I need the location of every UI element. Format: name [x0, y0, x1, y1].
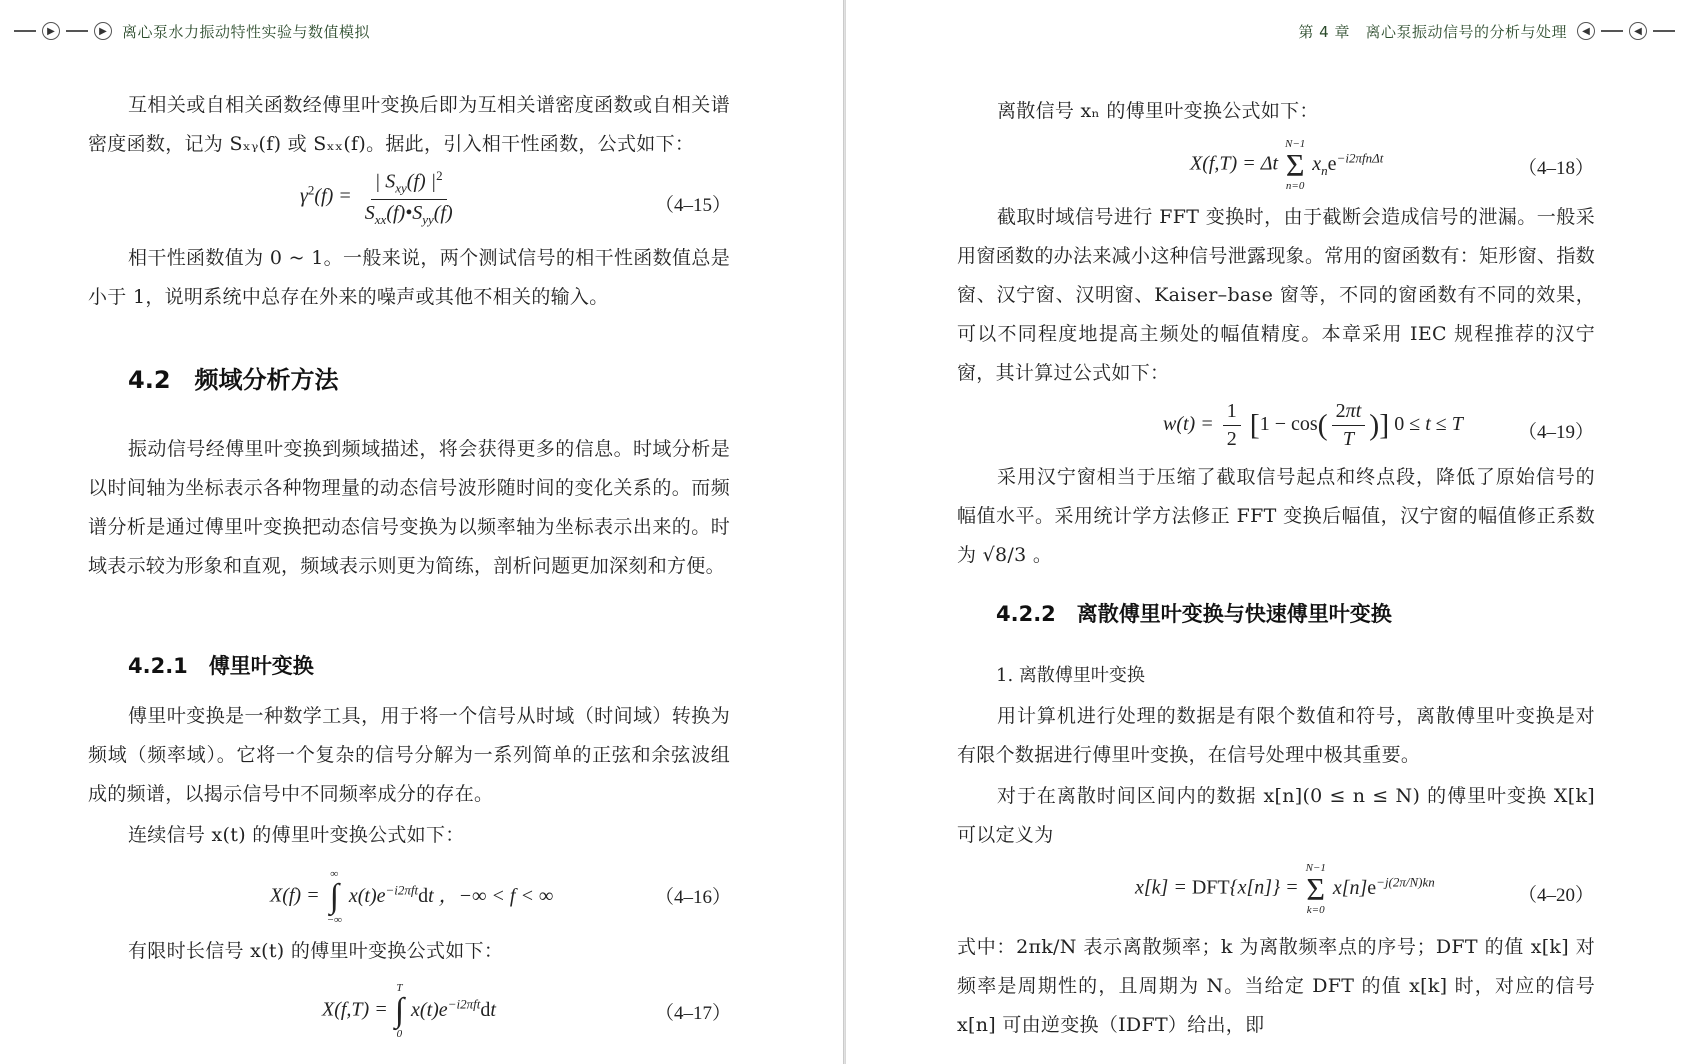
left-paragraph-2: 相干性函数值为 0 ~ 1。一般来说，两个测试信号的相干性函数值总是小于 1，说明系统中总存在外来的噪声或其他不相关的输入。	[88, 247, 730, 308]
header-ornament-icon: ▶ ▶	[14, 22, 112, 40]
equation-4-15-number: （4–15）	[655, 195, 732, 216]
equation-4-19-number: （4–19）	[1518, 422, 1595, 443]
equation-4-18-number: （4–18）	[1518, 158, 1595, 179]
left-paragraph-4: 傅里叶变换是一种数学工具，用于将一个信号从时域（时间域）转换为频域（频率域）。它将一个复杂的信号分解为一系列简单的正弦和余弦波组成的频谱，以揭示信号中不同频率成分的存在。	[88, 705, 730, 805]
equation-4-19: w(t) = $\frac{1}{2}$ [1 − cos( $\frac{2\pi t}{T}$ )] 0 ≤ t ≤ T	[1163, 400, 1463, 450]
equation-4-17: X(f,T) = T ∫ 0 $x(t)e^{-i2\pi ft}dt$	[322, 982, 496, 1040]
section-heading-4-2: 4.2 频域分析方法	[128, 366, 339, 394]
right-running-header	[1288, 16, 1675, 46]
equation-4-18: X(f,T) = Δt N−1 Σ n=0 $x_ne^{-i2\pi fn\Delta t}$	[1190, 138, 1384, 192]
right-paragraph-2: 截取时域信号进行 FFT 变换时，由于截断会造成信号的泄漏。一般采用窗函数的办法来减小这种信号泄露现象。常用的窗函数有：矩形窗、指数窗、汉宁窗、汉明窗、Kaiser–base 窗等，不同的窗函数有不同的效果，可以不同程度地提高主频处的幅值精度。本章采用 IEC 规程推荐的汉宁窗，其计算过公式如下：	[957, 206, 1595, 384]
right-paragraph-1: 离散信号 xₙ 的傅里叶变换公式如下：	[997, 100, 1319, 122]
equation-4-17-number: （4–17）	[655, 1003, 732, 1024]
right-paragraph-3: 采用汉宁窗相当于压缩了截取信号起点和终点段，降低了原始信号的幅值水平。采用统计学方法修正 FFT 变换后幅值，汉宁窗的幅值修正系数为 √8/3 。	[957, 466, 1595, 566]
right-header-title: 第 4 章 离心泵振动信号的分析与处理	[1298, 22, 1567, 41]
left-page	[0, 0, 843, 1064]
right-paragraph-5: 对于在离散时间区间内的数据 x[n](0 ≤ n ≤ N) 的傅里叶变换 X[k] 可以定义为	[957, 785, 1595, 846]
subsection-heading-1: 1. 离散傅里叶变换	[996, 665, 1145, 686]
section-heading-4-2-2: 4.2.2 离散傅里叶变换与快速傅里叶变换	[996, 602, 1392, 626]
left-header-title: 离心泵水力振动特性实验与数值模拟	[122, 22, 371, 41]
equation-4-20-number: （4–20）	[1518, 885, 1595, 906]
left-paragraph-5: 连续信号 x(t) 的傅里叶变换公式如下：	[128, 824, 465, 846]
equation-4-16-number: （4–16）	[655, 887, 732, 908]
left-paragraph-6: 有限时长信号 x(t) 的傅里叶变换公式如下：	[128, 940, 504, 962]
right-paragraph-4: 用计算机进行处理的数据是有限个数值和符号，离散傅里叶变换是对有限个数据进行傅里叶变换，在信号处理中极其重要。	[957, 705, 1595, 766]
right-paragraph-6: 式中：2πk/N 表示离散频率；k 为离散频率点的序号；DFT 的值 x[k] 对频率是周期性的，且周期为 N。当给定 DFT 的值 x[k] 时，对应的信号 x[n] 可由逆变换（IDFT）给出，即	[957, 936, 1595, 1036]
left-paragraph-3: 振动信号经傅里叶变换到频域描述，将会获得更多的信息。时域分析是以时间轴为坐标表示各种物理量的动态信号波形随时间的变化关系的。而频谱分析是通过傅里叶变换把动态信号变换为以频率轴为坐标表示出来的。时域表示较为形象和直观，频域表示则更为简练，剖析问题更加深刻和方便。	[88, 438, 730, 577]
left-paragraph-1: 互相关或自相关函数经傅里叶变换后即为互相关谱密度函数或自相关谱密度函数，记为 Sₓᵧ(f) 或 Sₓₓ(f)。据此，引入相干性函数，公式如下：	[88, 94, 730, 155]
equation-4-16: X(f) = ∞ ∫ −∞ $x(t)e^{-i2\pi ft}dt$ ，−∞ < f < ∞	[270, 868, 554, 926]
equation-4-20: x[k] = DFT{x[n]} = N−1 Σ k=0 $x[n]e^{-j(2\pi/N)kn}$	[1135, 862, 1435, 916]
left-running-header	[14, 16, 380, 46]
equation-4-15: $\gamma^2(f)$ = $\frac{| S_{xy}(f) |^2}{S_{xx}(f)•S_{yy}(f)}$	[300, 168, 453, 227]
header-ornament-icon: ◀ ◀	[1577, 22, 1675, 40]
section-heading-4-2-1: 4.2.1 傅里叶变换	[128, 654, 314, 678]
